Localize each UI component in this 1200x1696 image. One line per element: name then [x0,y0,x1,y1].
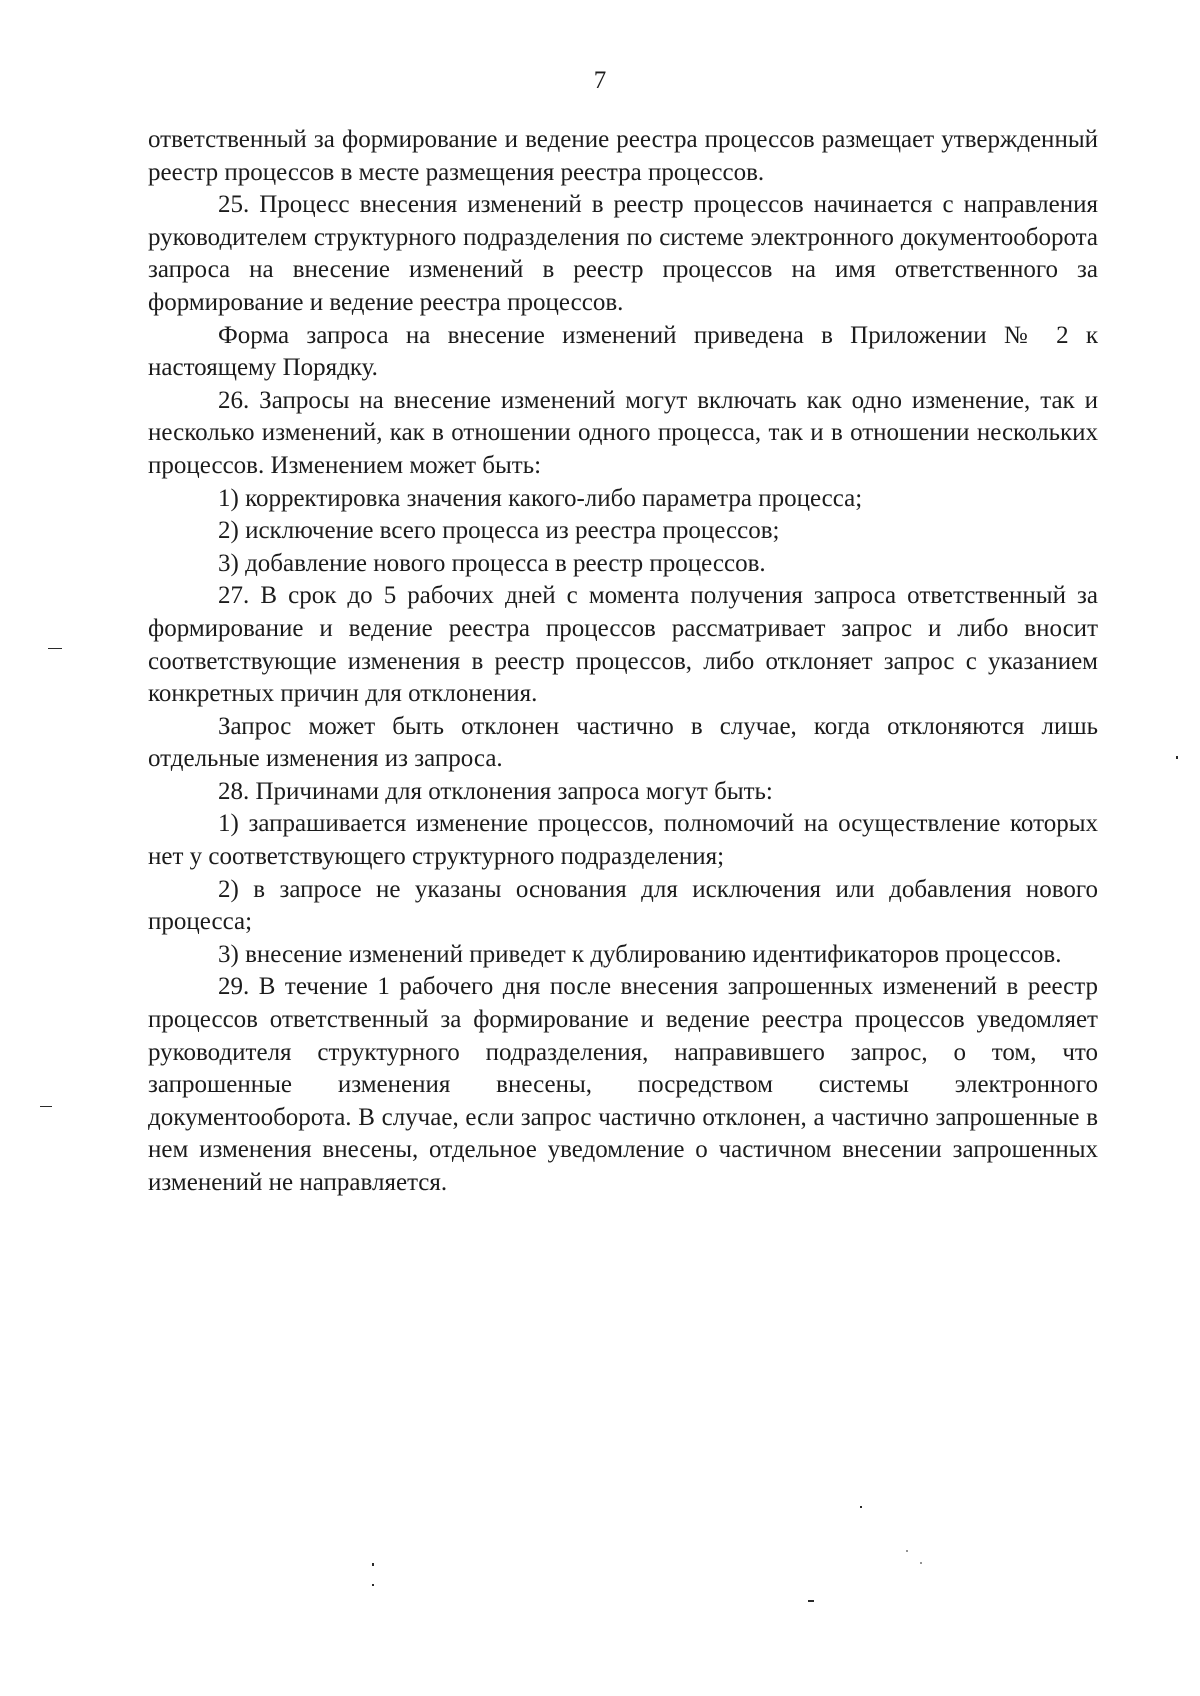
scan-artifact [40,1106,52,1107]
scan-artifact [48,648,62,649]
paragraph-27: 27. В срок до 5 рабочих дней с момента получения запроса ответственный за формирование и ведение реестра процессов рассматривает запрос и либо вносит соответствующие изменения в реестр процессов, либо отклоняет запрос с указанием конкретных причин для отклонения. [148,582,1098,708]
scan-artifact [1176,756,1178,759]
list-item-26-1: 1) корректировка значения какого-либо параметра процесса; [218,484,863,512]
scan-artifact [372,1584,374,1586]
paragraph-28: 28. Причинами для отклонения запроса могут быть: [218,777,773,805]
paragraph-request-form: Форма запроса на внесение изменений приведена в Приложении № 2 к настоящему Порядку. [148,321,1098,382]
scan-artifact [808,1600,814,1602]
list-item-26-2: 2) исключение всего процесса из реестра процессов; [218,517,780,545]
scan-artifact [920,1562,922,1564]
list-item-28-2: 2) в запросе не указаны основания для исключения или добавления нового процесса; [148,875,1098,936]
page-number: 7 [593,67,607,94]
list-item-28-3: 3) внесение изменений приведет к дублированию идентификаторов процессов. [218,940,1062,968]
paragraph-continuation: ответственный за формирование и ведение реестра процессов размещает утвержденный реестр процессов в месте размещения реестра процессов. [148,126,1098,186]
paragraph-partial-rejection: Запрос может быть отклонен частично в случае, когда отклоняются лишь отдельные изменения из запроса. [148,712,1098,773]
scan-artifact [372,1563,374,1566]
list-item-26-3: 3) добавление нового процесса в реестр процессов. [218,549,766,577]
document-body [148,124,1098,1200]
scan-artifact [906,1550,908,1552]
paragraph-26: 26. Запросы на внесение изменений могут включать как одно изменение, так и несколько изменений, как в отношении одного процесса, так и в отношении нескольких процессов. Изменением может быть: [148,386,1098,479]
paragraph-25: 25. Процесс внесения изменений в реестр процессов начинается с направления руководителем структурного подразделения по системе электронного документооборота запроса на внесение изменений в реестр процессов на имя ответственного за формирование и ведение реестра процессов. [148,191,1098,316]
list-item-28-1: 1) запрашивается изменение процессов, полномочий на осуществление которых нет у соответствующего структурного подразделения; [148,810,1098,871]
scan-artifact [860,1506,862,1508]
paragraph-29: 29. В течение 1 рабочего дня после внесения запрошенных изменений в реестр процессов ответственный за формирование и ведение реестра процессов уведомляет руководителя структурного подразделения, направившего запрос, о том, что запрошенные изменения внесены, посредством системы электронного документооборота. В случае, если запрос частично отклонен, а частично запрошенные в нем изменения внесены, отдельное уведомление о частичном внесении запрошенных изменений не направляется. [148,973,1098,1196]
